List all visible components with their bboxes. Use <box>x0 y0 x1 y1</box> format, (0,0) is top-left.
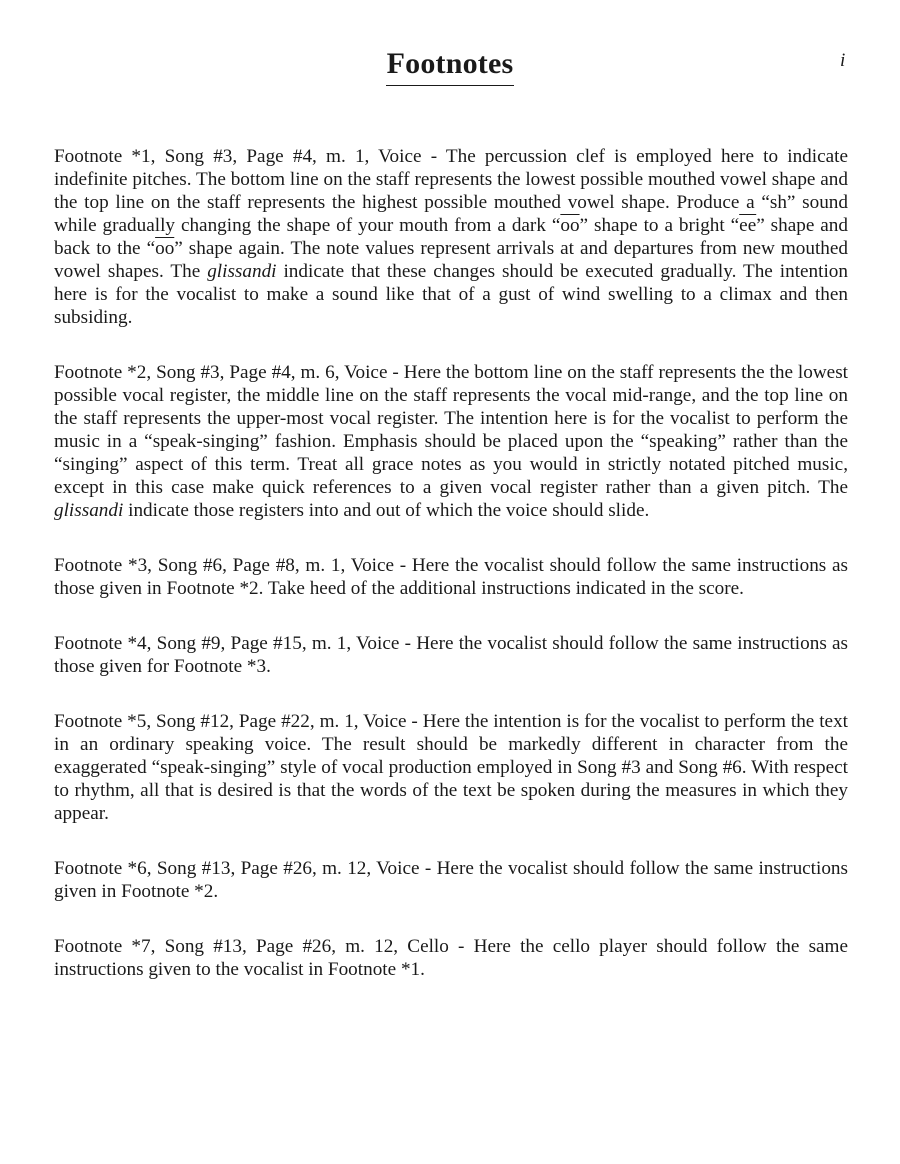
italic-term: glissandi <box>54 500 124 521</box>
footnotes-list <box>54 145 848 1013</box>
page-number: i <box>840 50 846 71</box>
page-title-text: Footnotes <box>386 47 515 86</box>
page-title <box>0 44 900 86</box>
vowel-marking: $\overline{oo}$ <box>560 215 580 236</box>
footnote-7: Footnote *7, Song #13, Page #26, m. 12, Cello - Here the cello player should follow the same instructions given to the vocalist in Footnote *1. <box>54 936 848 980</box>
footnote-4: Footnote *4, Song #9, Page #15, m. 1, Voice - Here the vocalist should follow the same instructions as those given for Footnote *3. <box>54 633 848 677</box>
vowel-marking: $\overline{ee}$ <box>739 215 757 236</box>
footnote-5: Footnote *5, Song #12, Page #22, m. 1, Voice - Here the intention is for the vocalist to perform the text in an ordinary speaking voice. The result should be markedly different in character from the exaggerated “speak-singing” style of vocal production employed in Song #3 and Song #6. With respect to rhythm, all that is desired is that the words of the text be spoken during the measures in which they appear. <box>54 711 848 824</box>
footnote-2: Footnote *2, Song #3, Page #4, m. 6, Voice - Here the bottom line on the staff represents the the lowest possible vocal register, the middle line on the staff represents the vocal mid-range, and the top line on the staff represents the upper-most vocal register. The intention here is for the vocalist to perform the music in a “speak-singing” fashion. Emphasis should be placed upon the “speaking” rather than the “singing” aspect of this term. Treat all grace notes as you would in strictly notated pitched music, except in this case make quick references to a given vocal register rather than a given pitch. The glissandi indicate those registers into and out of which the voice should slide. <box>54 362 848 521</box>
vowel-marking: $\overline{oo}$ <box>155 238 175 259</box>
footnote-6: Footnote *6, Song #13, Page #26, m. 12, Voice - Here the vocalist should follow the same instructions given in Footnote *2. <box>54 858 848 902</box>
footnote-1: Footnote *1, Song #3, Page #4, m. 1, Voice - The percussion clef is employed here to indicate indefinite pitches. The bottom line on the staff represents the lowest possible mouthed vowel shape and the top line on the staff represents the highest possible mouthed vowel shape. Produce a “sh” sound while gradually changing the shape of your mouth from a dark “$\overline{oo}$” shape to a bright “$\overline{ee}$” shape and back to the “$\overline{oo}$” shape again. The note values represent arrivals at and departures from new mouthed vowel shapes. The glissandi indicate that these changes should be executed gradually. The intention here is for the vocalist to make a sound like that of a gust of wind swelling to a climax and then subsiding. <box>54 146 848 328</box>
italic-term: glissandi <box>207 261 277 282</box>
footnote-3: Footnote *3, Song #6, Page #8, m. 1, Voice - Here the vocalist should follow the same instructions as those given in Footnote *2. Take heed of the additional instructions indicated in the score. <box>54 555 848 599</box>
